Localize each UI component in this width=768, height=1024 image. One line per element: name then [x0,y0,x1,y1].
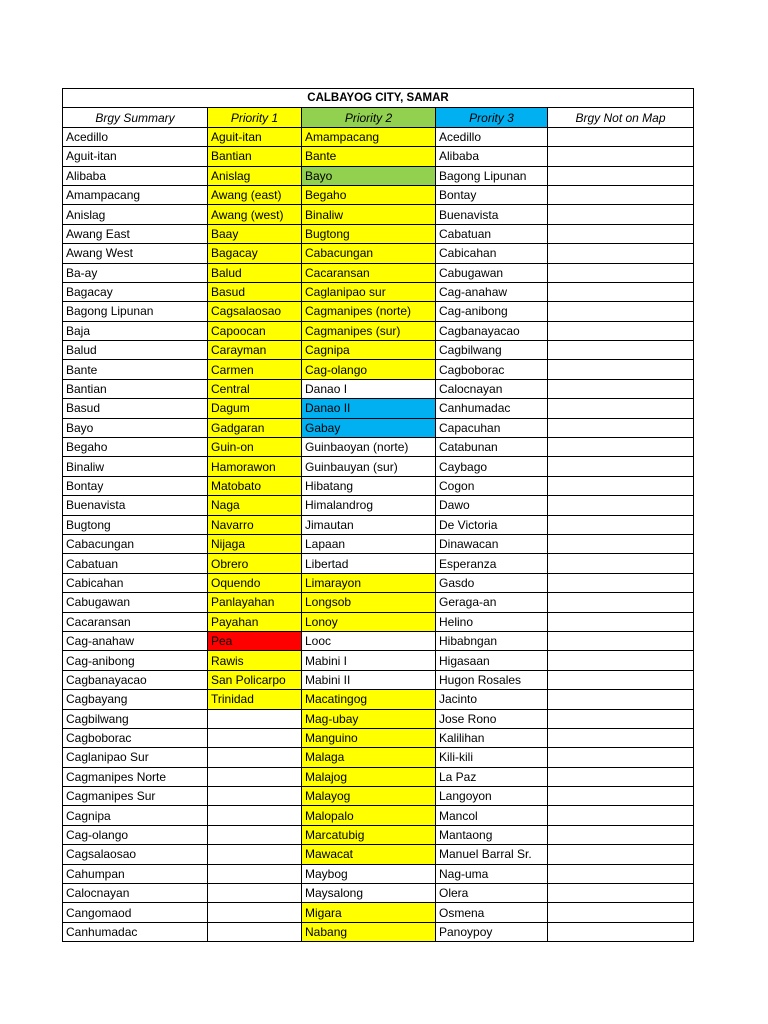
priority-2-cell: Guinbaoyan (norte) [302,438,436,457]
priority-1-cell [208,709,302,728]
not-on-map-cell [548,127,694,146]
priority-2-cell: Malayog [302,787,436,806]
priority-3-cell: Hugon Rosales [436,670,548,689]
brgy-summary-cell: Bagacay [63,282,208,301]
priority-1-cell: Dagum [208,399,302,418]
brgy-summary-cell: Bontay [63,476,208,495]
brgy-summary-cell: Bagong Lipunan [63,302,208,321]
not-on-map-cell [548,612,694,631]
priority-1-cell: Bagacay [208,244,302,263]
priority-3-cell: Cabugawan [436,263,548,282]
brgy-summary-cell: Ba-ay [63,263,208,282]
table-row [63,515,694,534]
brgy-summary-cell: Anislag [63,205,208,224]
brgy-summary-cell: Bugtong [63,515,208,534]
priority-1-cell: Basud [208,282,302,301]
brgy-summary-cell: Cacaransan [63,612,208,631]
brgy-summary-cell: Begaho [63,438,208,457]
brgy-summary-cell: Cagboborac [63,728,208,747]
priority-1-cell: Central [208,379,302,398]
priority-2-cell: Caglanipao sur [302,282,436,301]
not-on-map-cell [548,166,694,185]
brgy-summary-cell: Cagsalaosao [63,845,208,864]
table-row [63,457,694,476]
brgy-summary-cell: Cagbilwang [63,709,208,728]
priority-3-cell: Esperanza [436,554,548,573]
brgy-summary-cell: Cag-olango [63,825,208,844]
table-row [63,728,694,747]
priority-3-cell: La Paz [436,767,548,786]
brgy-summary-cell: Cag-anibong [63,651,208,670]
priority-2-cell: Lonoy [302,612,436,631]
brgy-summary-cell: Cagmanipes Sur [63,787,208,806]
not-on-map-cell [548,360,694,379]
not-on-map-cell [548,845,694,864]
priority-3-cell: Cag-anibong [436,302,548,321]
priority-1-cell: Panlayahan [208,593,302,612]
priority-1-cell: Guin-on [208,438,302,457]
priority-1-cell: Rawis [208,651,302,670]
priority-2-cell: Cagmanipes (norte) [302,302,436,321]
brgy-summary-cell: Canhumadac [63,922,208,941]
priority-2-cell: Marcatubig [302,825,436,844]
not-on-map-cell [548,728,694,747]
brgy-summary-cell: Awang East [63,224,208,243]
table-row [63,534,694,553]
brgy-summary-cell: Binaliw [63,457,208,476]
table-row [63,651,694,670]
priority-1-cell: Payahan [208,612,302,631]
priority-2-cell: Begaho [302,185,436,204]
table-row [63,379,694,398]
priority-1-cell [208,922,302,941]
priority-1-cell: Awang (west) [208,205,302,224]
priority-3-cell: Mantaong [436,825,548,844]
header-priority-1: Priority 1 [208,108,302,127]
not-on-map-cell [548,379,694,398]
not-on-map-cell [548,476,694,495]
brgy-summary-cell: Cag-anahaw [63,631,208,650]
priority-3-cell: Cabicahan [436,244,548,263]
table-row [63,205,694,224]
brgy-summary-cell: Bantian [63,379,208,398]
priority-3-cell: Kalilihan [436,728,548,747]
brgy-summary-cell: Cabicahan [63,573,208,592]
priority-2-cell: Amampacang [302,127,436,146]
brgy-summary-cell: Acedillo [63,127,208,146]
brgy-summary-cell: Cangomaod [63,903,208,922]
priority-2-cell: Mawacat [302,845,436,864]
not-on-map-cell [548,399,694,418]
priority-1-cell [208,806,302,825]
priority-1-cell [208,787,302,806]
brgy-summary-cell: Cabugawan [63,593,208,612]
title-row [63,89,694,108]
priority-2-cell: Cacaransan [302,263,436,282]
brgy-summary-cell: Baja [63,321,208,340]
priority-3-cell: Kili-kili [436,748,548,767]
table-row [63,360,694,379]
brgy-summary-cell: Alibaba [63,166,208,185]
brgy-summary-cell: Cagnipa [63,806,208,825]
table-row [63,438,694,457]
not-on-map-cell [548,185,694,204]
priority-3-cell: Panoypoy [436,922,548,941]
not-on-map-cell [548,884,694,903]
priority-1-cell [208,884,302,903]
priority-2-cell: Cabacungan [302,244,436,263]
priority-1-cell [208,825,302,844]
brgy-summary-cell: Cagmanipes Norte [63,767,208,786]
table-row [63,612,694,631]
not-on-map-cell [548,573,694,592]
priority-3-cell: Cagboborac [436,360,548,379]
header-priority-2: Priority 2 [302,108,436,127]
priority-2-cell: Malopalo [302,806,436,825]
priority-1-cell: San Policarpo [208,670,302,689]
table-row [63,690,694,709]
table-row [63,884,694,903]
priority-1-cell: Navarro [208,515,302,534]
table-row [63,825,694,844]
priority-2-cell: Bayo [302,166,436,185]
table-row [63,670,694,689]
priority-1-cell: Obrero [208,554,302,573]
table-row [63,166,694,185]
priority-2-cell: Maysalong [302,884,436,903]
priority-3-cell: Cagbilwang [436,341,548,360]
table-row [63,399,694,418]
priority-3-cell: Bagong Lipunan [436,166,548,185]
priority-3-cell: Nag-uma [436,864,548,883]
priority-1-cell: Aguit-itan [208,127,302,146]
priority-2-cell: Malajog [302,767,436,786]
priority-3-cell: De Victoria [436,515,548,534]
not-on-map-cell [548,205,694,224]
priority-2-cell: Looc [302,631,436,650]
header-row [63,108,694,127]
priority-3-cell: Canhumadac [436,399,548,418]
table-row [63,767,694,786]
priority-1-cell: Naga [208,496,302,515]
priority-2-cell: Nabang [302,922,436,941]
priority-3-cell: Bontay [436,185,548,204]
not-on-map-cell [548,341,694,360]
priority-3-cell: Dawo [436,496,548,515]
not-on-map-cell [548,593,694,612]
table-row [63,864,694,883]
priority-1-cell: Hamorawon [208,457,302,476]
table-row [63,476,694,495]
not-on-map-cell [548,515,694,534]
priority-1-cell: Trinidad [208,690,302,709]
not-on-map-cell [548,767,694,786]
priority-2-cell: Danao II [302,399,436,418]
priority-2-cell: Cagnipa [302,341,436,360]
table-row [63,922,694,941]
brgy-summary-cell: Cagbanayacao [63,670,208,689]
priority-2-cell: Himalandrog [302,496,436,515]
not-on-map-cell [548,534,694,553]
table-row [63,321,694,340]
not-on-map-cell [548,864,694,883]
not-on-map-cell [548,748,694,767]
brgy-summary-cell: Balud [63,341,208,360]
table-row [63,748,694,767]
brgy-summary-cell: Cabacungan [63,534,208,553]
priority-2-cell: Mabini I [302,651,436,670]
priority-3-cell: Geraga-an [436,593,548,612]
priority-2-cell: Mabini II [302,670,436,689]
priority-3-cell: Manuel Barral Sr. [436,845,548,864]
not-on-map-cell [548,496,694,515]
priority-2-cell: Gabay [302,418,436,437]
not-on-map-cell [548,302,694,321]
priority-2-cell: Limarayon [302,573,436,592]
table-row [63,244,694,263]
not-on-map-cell [548,457,694,476]
brgy-summary-cell: Calocnayan [63,884,208,903]
table-row [63,496,694,515]
header-brgy-not-on-map: Brgy Not on Map [548,108,694,127]
priority-1-cell: Oquendo [208,573,302,592]
table-row [63,341,694,360]
priority-2-cell: Bante [302,147,436,166]
brgy-summary-cell: Buenavista [63,496,208,515]
priority-3-cell: Calocnayan [436,379,548,398]
not-on-map-cell [548,438,694,457]
table-row [63,806,694,825]
priority-2-cell: Malaga [302,748,436,767]
brgy-summary-cell: Basud [63,399,208,418]
brgy-summary-cell: Cabatuan [63,554,208,573]
table-row [63,147,694,166]
table-row [63,845,694,864]
brgy-summary-cell: Caglanipao Sur [63,748,208,767]
not-on-map-cell [548,554,694,573]
priority-1-cell [208,728,302,747]
priority-1-cell [208,767,302,786]
table-row [63,631,694,650]
priority-2-cell: Hibatang [302,476,436,495]
priority-3-cell: Higasaan [436,651,548,670]
table-body [63,127,694,941]
priority-1-cell [208,864,302,883]
priority-2-cell: Bugtong [302,224,436,243]
barangay-table [62,88,694,942]
table-row [63,302,694,321]
priority-1-cell: Anislag [208,166,302,185]
priority-3-cell: Olera [436,884,548,903]
priority-3-cell: Jose Rono [436,709,548,728]
priority-2-cell: Cag-olango [302,360,436,379]
priority-2-cell: Migara [302,903,436,922]
not-on-map-cell [548,224,694,243]
not-on-map-cell [548,651,694,670]
table-row [63,554,694,573]
priority-1-cell: Baay [208,224,302,243]
priority-2-cell: Lapaan [302,534,436,553]
not-on-map-cell [548,922,694,941]
priority-3-cell: Cabatuan [436,224,548,243]
priority-3-cell: Jacinto [436,690,548,709]
brgy-summary-cell: Aguit-itan [63,147,208,166]
table-row [63,224,694,243]
not-on-map-cell [548,631,694,650]
not-on-map-cell [548,282,694,301]
brgy-summary-cell: Amampacang [63,185,208,204]
not-on-map-cell [548,244,694,263]
priority-3-cell: Gasdo [436,573,548,592]
not-on-map-cell [548,418,694,437]
sheet-title: CALBAYOG CITY, SAMAR [63,89,694,108]
priority-1-cell: Capoocan [208,321,302,340]
not-on-map-cell [548,670,694,689]
header-priority-3: Prority 3 [436,108,548,127]
priority-3-cell: Helino [436,612,548,631]
brgy-summary-cell: Awang West [63,244,208,263]
priority-2-cell: Binaliw [302,205,436,224]
priority-1-cell: Bantian [208,147,302,166]
not-on-map-cell [548,825,694,844]
priority-2-cell: Mag-ubay [302,709,436,728]
priority-3-cell: Hibabngan [436,631,548,650]
priority-3-cell: Langoyon [436,787,548,806]
not-on-map-cell [548,263,694,282]
header-brgy-summary: Brgy Summary [63,108,208,127]
priority-1-cell [208,748,302,767]
priority-3-cell: Buenavista [436,205,548,224]
brgy-summary-cell: Bayo [63,418,208,437]
table-row [63,593,694,612]
priority-1-cell [208,903,302,922]
priority-1-cell: Cagsalaosao [208,302,302,321]
not-on-map-cell [548,321,694,340]
not-on-map-cell [548,709,694,728]
priority-3-cell: Osmena [436,903,548,922]
priority-1-cell: Carayman [208,341,302,360]
brgy-summary-cell: Cahumpan [63,864,208,883]
priority-1-cell: Gadgaran [208,418,302,437]
priority-3-cell: Dinawacan [436,534,548,553]
priority-1-cell: Nijaga [208,534,302,553]
not-on-map-cell [548,690,694,709]
brgy-summary-cell: Bante [63,360,208,379]
table-row [63,903,694,922]
brgy-summary-cell: Cagbayang [63,690,208,709]
priority-2-cell: Danao I [302,379,436,398]
table-row [63,709,694,728]
priority-3-cell: Cagbanayacao [436,321,548,340]
priority-3-cell: Catabunan [436,438,548,457]
priority-2-cell: Guinbauyan (sur) [302,457,436,476]
priority-2-cell: Jimautan [302,515,436,534]
not-on-map-cell [548,147,694,166]
table-row [63,573,694,592]
priority-3-cell: Cag-anahaw [436,282,548,301]
not-on-map-cell [548,787,694,806]
priority-2-cell: Macatingog [302,690,436,709]
priority-1-cell: Balud [208,263,302,282]
table-row [63,418,694,437]
not-on-map-cell [548,806,694,825]
priority-3-cell: Alibaba [436,147,548,166]
priority-3-cell: Capacuhan [436,418,548,437]
priority-1-cell: Carmen [208,360,302,379]
table-row [63,787,694,806]
priority-2-cell: Cagmanipes (sur) [302,321,436,340]
priority-3-cell: Caybago [436,457,548,476]
table-row [63,127,694,146]
priority-3-cell: Mancol [436,806,548,825]
priority-3-cell: Cogon [436,476,548,495]
priority-1-cell: Pea [208,631,302,650]
priority-3-cell: Acedillo [436,127,548,146]
priority-2-cell: Maybog [302,864,436,883]
table-row [63,282,694,301]
priority-2-cell: Libertad [302,554,436,573]
not-on-map-cell [548,903,694,922]
priority-1-cell: Matobato [208,476,302,495]
priority-1-cell: Awang (east) [208,185,302,204]
priority-1-cell [208,845,302,864]
priority-2-cell: Longsob [302,593,436,612]
table-row [63,263,694,282]
priority-2-cell: Manguino [302,728,436,747]
table-row [63,185,694,204]
